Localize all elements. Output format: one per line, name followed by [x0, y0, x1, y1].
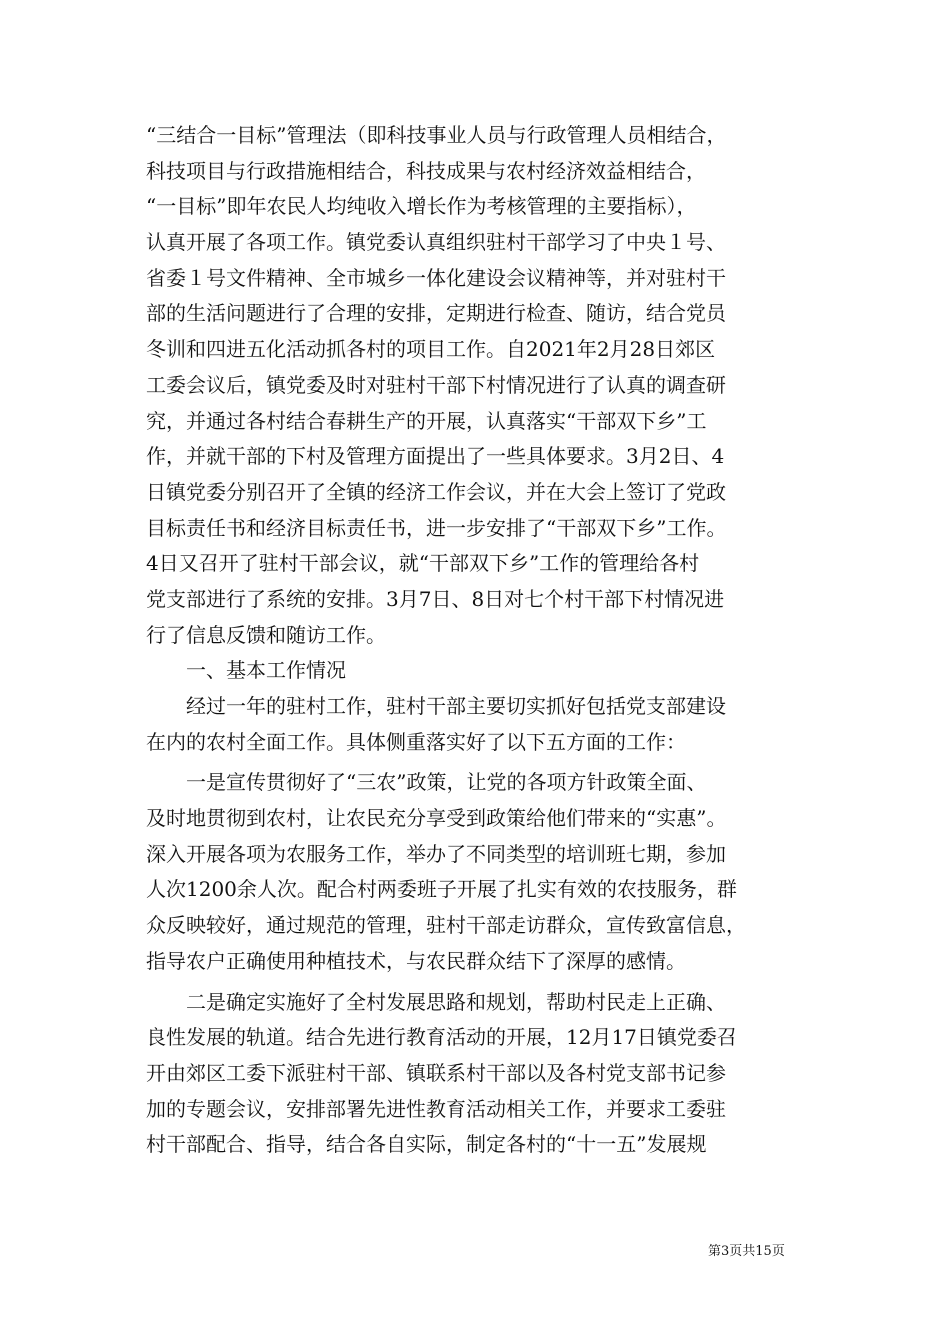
text-line: 部的生活问题进行了合理的安排，定期进行检查、随访，结合党员 — [146, 301, 726, 326]
text-line: 人次1200余人次。配合村两委班子开展了扎实有效的农技服务，群 — [146, 877, 737, 902]
page-number-footer: 第3页共15页 — [708, 1244, 785, 1259]
text-line: 开由郊区工委下派驻村干部、镇联系村干部以及各村党支部书记参 — [146, 1060, 726, 1085]
text-line: 工委会议后，镇党委及时对驻村干部下村情况进行了认真的调查研 — [146, 372, 726, 397]
text-line: 加的专题会议，安排部署先进性教育活动相关工作，并要求工委驻 — [146, 1096, 726, 1121]
text-line: 究，并通过各村结合春耕生产的开展，认真落实“干部双下乡”工 — [146, 408, 707, 433]
section-heading: 一、基本工作情况 — [146, 658, 346, 683]
text-line: 在内的农村全面工作。具体侧重落实好了以下五方面的工作： — [146, 729, 686, 754]
body-text — [146, 118, 820, 1163]
text-line: 村干部配合、指导，结合各自实际，制定各村的“十一五”发展规 — [146, 1132, 707, 1157]
text-line: 及时地贯彻到农村，让农民充分享受到政策给他们带来的“实惠”。 — [146, 806, 727, 831]
text-line: “一目标”即年农民人均纯收入增长作为考核管理的主要指标）， — [146, 194, 697, 219]
text-line: 冬训和四进五化活动抓各村的项目工作。自2021年2月28日郊区 — [146, 337, 716, 362]
text-line: 作，并就干部的下村及管理方面提出了一些具体要求。3月2日、4 — [146, 444, 725, 469]
text-line: 二是确定实施好了全村发展思路和规划，帮助村民走上正确、 — [146, 989, 726, 1014]
text-line: 党支部进行了系统的安排。3月7日、8日对七个村干部下村情况进 — [146, 586, 725, 611]
text-line: 良性发展的轨道。结合先进行教育活动的开展，12月17日镇党委召 — [146, 1025, 737, 1050]
text-line: 众反映较好，通过规范的管理，驻村干部走访群众，宣传致富信息， — [146, 913, 746, 938]
text-line: 认真开展了各项工作。镇党委认真组织驻村干部学习了中央１号、 — [146, 230, 726, 255]
text-line: 一是宣传贯彻好了“三农”政策，让党的各项方针政策全面、 — [146, 770, 707, 795]
text-line: 4日又召开了驻村干部会议，就“干部双下乡”工作的管理给各村 — [146, 551, 700, 576]
text-line: 目标责任书和经济目标责任书，进一步安排了“干部双下乡”工作。 — [146, 515, 727, 540]
text-line: 科技项目与行政措施相结合，科技成果与农村经济效益相结合， — [146, 158, 706, 183]
text-line: 指导农户正确使用种植技术，与农民群众结下了深厚的感情。 — [146, 948, 686, 973]
text-line: 行了信息反馈和随访工作。 — [146, 622, 386, 647]
text-line: “三结合一目标”管理法（即科技事业人员与行政管理人员相结合， — [146, 123, 727, 147]
text-line: 深入开展各项为农服务工作，举办了不同类型的培训班七期，参加 — [146, 841, 726, 866]
text-line: 经过一年的驻村工作，驻村干部主要切实抓好包括党支部建设 — [146, 694, 726, 718]
text-line: 日镇党委分别召开了全镇的经济工作会议，并在大会上签订了党政 — [146, 479, 726, 504]
text-line: 省委１号文件精神、全市城乡一体化建设会议精神等，并对驻村干 — [146, 265, 726, 290]
